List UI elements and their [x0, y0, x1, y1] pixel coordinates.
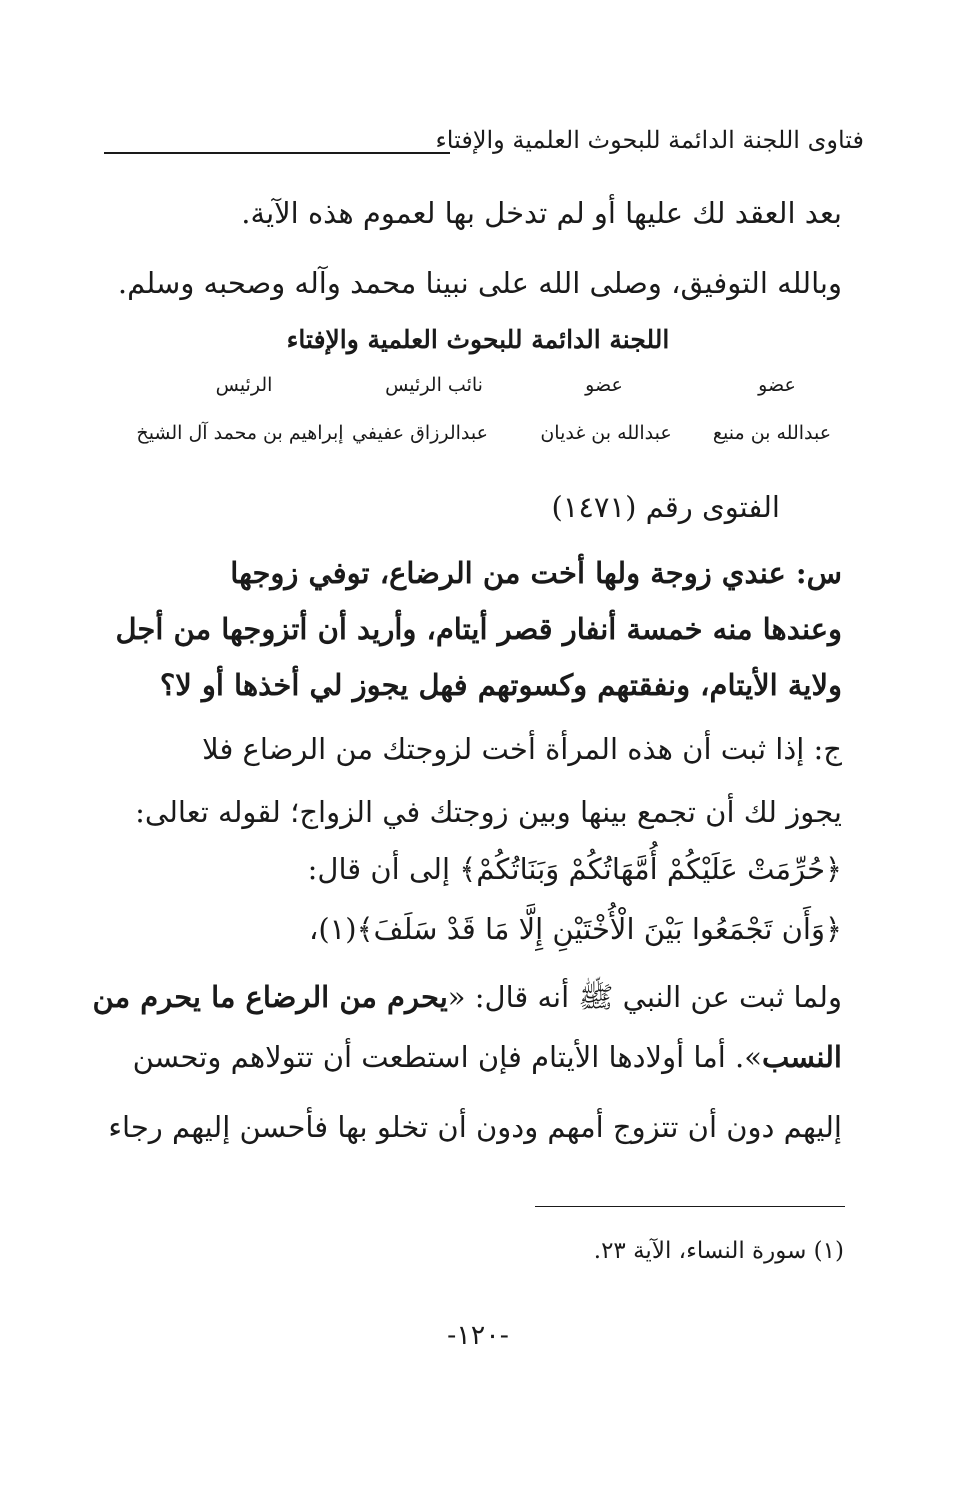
question-line: ولاية الأيتام، ونفقتهم وكسوتهم فهل يجوز لي أخذها أو لا؟ — [159, 668, 842, 702]
signatory-role: نائب الرئيس — [385, 374, 483, 396]
signatory-role: الرئيس — [215, 374, 273, 396]
answer-line: إليهم دون أن تتزوج أمهم ودون أن تخلو بها فأحسن إليهم رجاء — [108, 1110, 842, 1144]
question-line: وعندها منه خمسة أنفار قصر أيتام، وأريد أن أتزوجها من أجل — [115, 612, 842, 646]
quran-verse-line: ﴿حُرِّمَتْ عَلَيْكُمْ أُمَّهَاتُكُمْ وَبَنَاتُكُمْ﴾ إلى أن قال: — [307, 852, 842, 886]
answer-line: يجوز لك أن تجمع بينها وبين زوجتك في الزواج؛ لقوله تعالى: — [135, 795, 842, 829]
continuation-line — [133, 1040, 842, 1074]
answer-line: ج: إذا ثبت أن هذه المرأة أخت لزوجتك من الرضاع فلا — [202, 732, 842, 766]
signatory-role: عضو — [758, 374, 796, 396]
footnote: (١) سورة النساء، الآية ٢٣. — [593, 1238, 844, 1264]
signatory-name: عبدالله بن غديان — [540, 422, 672, 444]
committee-title: اللجنة الدائمة للبحوث العلمية والإفتاء — [286, 325, 670, 354]
page-number: -١٢٠- — [447, 1320, 509, 1351]
hadith-text: يحرم من الرضاع ما يحرم من — [92, 980, 448, 1014]
signatory-name: عبدالرزاق عفيفي — [352, 422, 488, 444]
header-rule — [104, 152, 450, 154]
question-line: س: عندي زوجة ولها أخت من الرضاع، توفي زوجها — [230, 556, 842, 590]
footnote-rule — [535, 1206, 845, 1207]
intro-line-2: وبالله التوفيق، وصلى الله على نبينا محمد وآله وصحبه وسلم. — [117, 266, 842, 300]
hadith-text-end: النسب — [762, 1040, 842, 1074]
signatory-name: إبراهيم بن محمد آل الشيخ — [136, 422, 344, 444]
signatory-role: عضو — [585, 374, 623, 396]
running-header-title: فتاوى اللجنة الدائمة للبحوث العلمية والإفتاء — [435, 126, 864, 154]
signatory-name: عبدالله بن منيع — [712, 422, 832, 444]
hadith-line — [93, 980, 842, 1022]
fatwa-number: الفتوى رقم (١٤٧١) — [551, 490, 780, 524]
intro-line-1: بعد العقد لك عليها أو لم تدخل بها لعموم هذه الآية. — [241, 196, 842, 230]
continuation-text: ». أما أولادها الأيتام فإن استطعت أن تتولاهم وتحسن — [132, 1040, 762, 1074]
hadith-intro: ولما ثبت عن النبي ﷺ أنه قال: « — [447, 980, 842, 1014]
quran-verse-line: ﴿وَأَن تَجْمَعُوا بَيْنَ الْأُخْتَيْنِ إِلَّا مَا قَدْ سَلَفَ﴾(١)، — [308, 912, 842, 946]
